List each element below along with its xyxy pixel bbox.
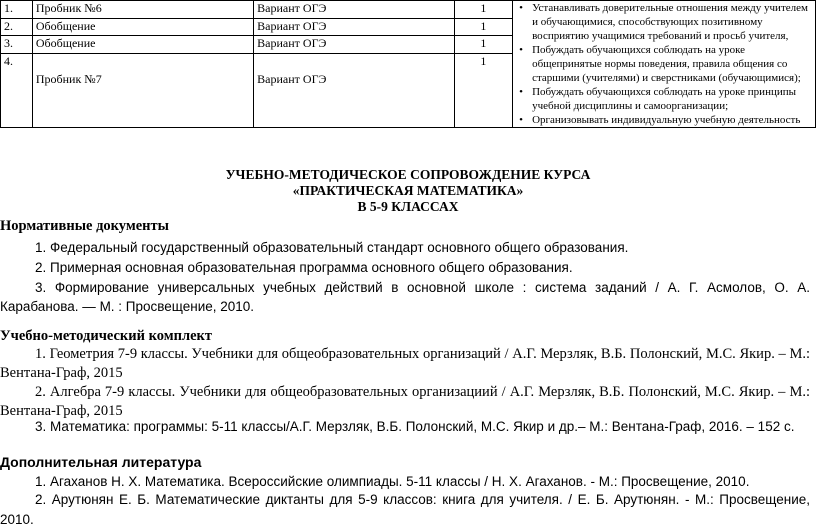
row-topic: Обобщение — [32, 36, 253, 54]
row-type — [254, 54, 454, 128]
list-item: 2. Алгебра 7-9 классы. Учебники для общеобразовательных организациий / А.Г. Мерзляк, В.Б. Полонский, М.С. Якир. – М.: Вентана-Граф, 2015 — [0, 384, 810, 419]
kit-heading: Учебно-методический комплект — [0, 328, 213, 344]
row-type: Вариант ОГЭ — [254, 36, 454, 54]
row-topic-text: Пробник №7 — [35, 72, 102, 86]
title-line: УЧЕБНО-МЕТОДИЧЕСКОЕ СОПРОВОЖДЕНИЕ КУРСА — [225, 167, 591, 182]
page-title — [0, 167, 816, 215]
row-type-text: Вариант ОГЭ — [257, 72, 327, 86]
list-item: 2. Арутюнян Е. Б. Математические диктанты для 5-9 классов: книга для учителя. / Е. Б. Арутюнян. - М.: Просвещение, 2010. — [0, 492, 810, 527]
educational-goals-cell — [513, 1, 816, 128]
title-line: «ПРАКТИЧЕСКАЯ МАТЕМАТИКА» — [292, 183, 524, 198]
list-item: 1. Федеральный государственный образовательный стандарт основного общего образования. — [35, 240, 629, 255]
additional-heading: Дополнительная литература — [0, 454, 202, 470]
list-item: 1. Агаханов Н. Х. Математика. Всероссийские олимпиады. 5-11 классы / Н. Х. Агаханов. - М.: Просвещение, 2010. — [35, 474, 750, 489]
row-hours: 1 — [454, 18, 513, 36]
goals-list — [516, 1, 812, 127]
row-number: 4. — [1, 54, 33, 128]
normative-heading: Нормативные документы — [0, 218, 169, 234]
list-item: 2. Примерная основная образовательная программа основного общего образования. — [35, 260, 573, 275]
row-topic — [32, 54, 253, 128]
list-item: • Устанавливать доверительные отношения между учителем и обучающимися, способствующих позитивному восприятию учащимися требований и просьб учителя, — [528, 1, 812, 43]
list-item: 1. Геометрия 7-9 классы. Учебники для общеобразовательных организаций / А.Г. Мерзляк, В.Б. Полонский, М.С. Якир. – М.: Вентана-Граф, 2015 — [0, 346, 810, 381]
lesson-plan-table — [0, 0, 816, 128]
row-hours: 1 — [454, 36, 513, 54]
row-hours: 1 — [454, 54, 513, 128]
list-item: 3. Математика: программы: 5-11 классы/А.Г. Мерзляк, В.Б. Полонский, М.С. Якир и др.– М.: Вентана-Граф, 2016. – 152 с. — [35, 419, 795, 434]
list-item: 3. Формирование универсальных учебных действий в основной школе : система заданий / А. Г. Асмолов, О. А. Карабанова. — М. : Просвещение, 2010. — [0, 280, 810, 314]
row-topic: Обобщение — [32, 18, 253, 36]
list-item: • Побуждать обучающихся соблюдать на уроке принципы учебной дисциплины и самоорганизации; — [528, 85, 812, 113]
row-type: Вариант ОГЭ — [254, 18, 454, 36]
list-item: • Побуждать обучающихся соблюдать на уроке общепринятые нормы поведения, правила общения со старшими (учителями) и сверстниками (обучающимися); — [528, 43, 812, 85]
row-number: 1. — [1, 1, 33, 19]
row-number: 3. — [1, 36, 33, 54]
row-hours: 1 — [454, 1, 513, 19]
title-line: В 5-9 КЛАССАХ — [357, 199, 459, 214]
row-topic: Пробник №6 — [32, 1, 253, 19]
table-row — [1, 1, 816, 19]
list-item: • Организовывать индивидуальную учебную деятельность — [528, 113, 812, 127]
row-type: Вариант ОГЭ — [254, 1, 454, 19]
row-number: 2. — [1, 18, 33, 36]
